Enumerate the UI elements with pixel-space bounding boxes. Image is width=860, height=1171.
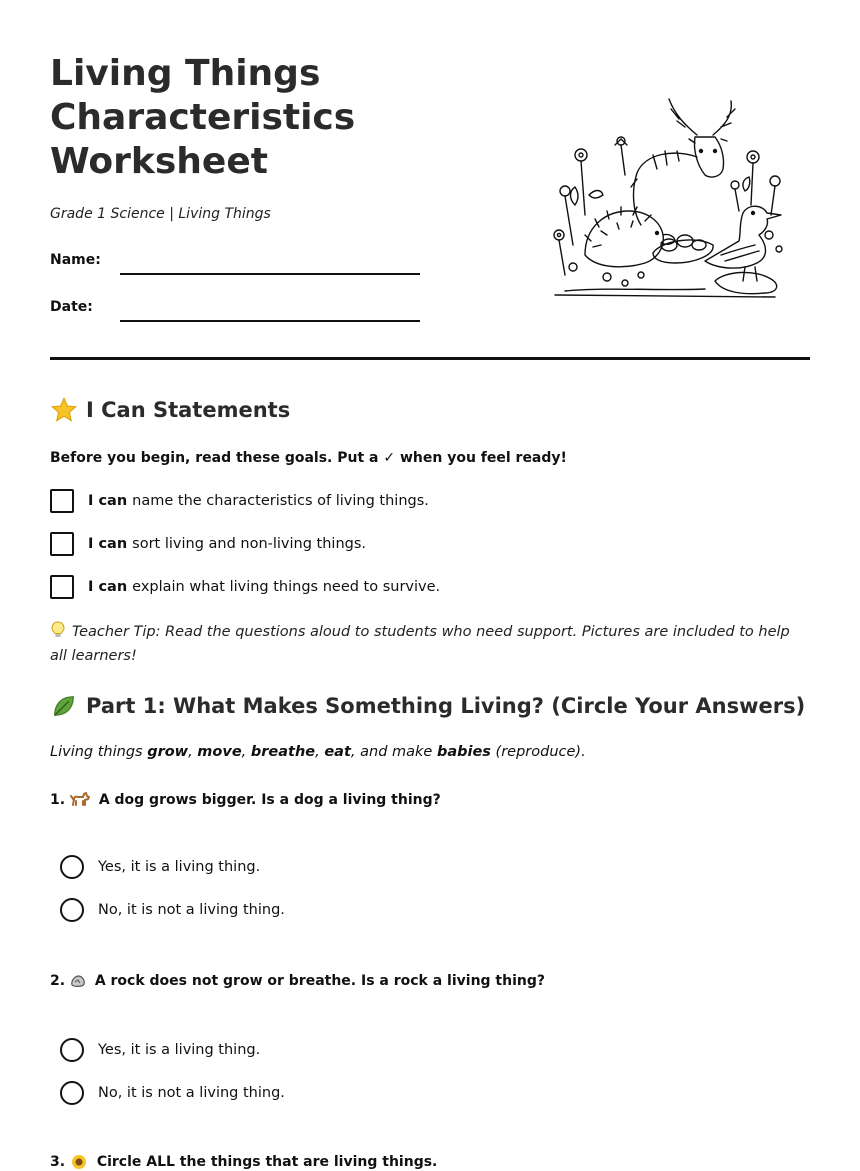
question-3-text: Circle ALL the things that are living things. [96, 1154, 438, 1170]
worksheet-title [50, 52, 490, 184]
intro-word-move: move [197, 744, 242, 760]
question-2-number: 2. [50, 973, 66, 989]
option-label: No, it is not a living thing. [98, 1085, 285, 1101]
intro-word-eat: eat [324, 744, 351, 760]
intro-sep-4: , and make [350, 744, 437, 760]
header-divider [50, 357, 810, 360]
title-line-1: Living Things [50, 53, 321, 94]
intro-sep-2: , [241, 744, 251, 760]
i-can-checkbox-3[interactable] [50, 575, 74, 599]
title-line-3: Worksheet [50, 141, 268, 182]
teacher-tip-text: Teacher Tip: Read the questions aloud to students who need support. Pictures are included to help all learners! [50, 624, 790, 664]
title-line-2: Characteristics [50, 97, 356, 138]
intro-word-grow: grow [147, 744, 189, 760]
question-2-option-yes[interactable] [60, 1038, 260, 1062]
i-can-item-1 [50, 489, 429, 513]
radio-circle[interactable] [60, 855, 84, 879]
intro-sep-3: , [315, 744, 325, 760]
intro-sep-1: , [188, 744, 198, 760]
part1-heading-text: Part 1: What Makes Something Living? (Circle Your Answers) [86, 694, 806, 718]
star-icon [50, 396, 78, 424]
part1-intro [50, 744, 586, 760]
i-can-instructions: Before you begin, read these goals. Put a ✓ when you feel ready! [50, 450, 567, 466]
date-label: Date: [50, 299, 93, 315]
name-field[interactable] [120, 273, 420, 275]
question-1-number: 1. [50, 792, 66, 808]
option-label: No, it is not a living thing. [98, 902, 285, 918]
i-can-lead-1: I can [88, 493, 128, 509]
i-can-text-2: sort living and non-living things. [132, 536, 367, 552]
radio-circle[interactable] [60, 1081, 84, 1105]
dog-icon [70, 791, 90, 809]
i-can-item-3 [50, 575, 440, 599]
i-can-item-2 [50, 532, 366, 556]
question-2-text: A rock does not grow or breathe. Is a rock a living thing? [94, 973, 545, 989]
rock-icon [70, 973, 86, 989]
option-label: Yes, it is a living thing. [98, 859, 261, 875]
part1-heading [50, 692, 805, 720]
i-can-text-1: name the characteristics of living things. [132, 493, 429, 509]
question-1-option-yes[interactable] [60, 855, 260, 879]
i-can-lead-2: I can [88, 536, 128, 552]
radio-circle[interactable] [60, 898, 84, 922]
sunflower-icon [70, 1153, 88, 1171]
i-can-heading-text: I Can Statements [86, 398, 291, 422]
i-can-text-3: explain what living things need to survive. [132, 579, 441, 595]
date-field[interactable] [120, 320, 420, 322]
i-can-heading [50, 396, 290, 424]
question-1-text: A dog grows bigger. Is a dog a living thing? [98, 792, 441, 808]
radio-circle[interactable] [60, 1038, 84, 1062]
question-3-number: 3. [50, 1154, 66, 1170]
i-can-checkbox-1[interactable] [50, 489, 74, 513]
question-2-option-no[interactable] [60, 1081, 285, 1105]
question-1-option-no[interactable] [60, 898, 285, 922]
intro-prefix: Living things [50, 744, 148, 760]
intro-suffix: (reproduce). [490, 744, 586, 760]
intro-word-breathe: breathe [250, 744, 316, 760]
question-1 [50, 791, 441, 809]
worksheet-subtitle: Grade 1 Science | Living Things [50, 206, 271, 222]
i-can-checkbox-2[interactable] [50, 532, 74, 556]
animals-line-art-illustration-icon [545, 95, 785, 305]
intro-word-babies: babies [436, 744, 491, 760]
i-can-lead-3: I can [88, 579, 128, 595]
option-label: Yes, it is a living thing. [98, 1042, 261, 1058]
lightbulb-icon [50, 621, 66, 639]
name-label: Name: [50, 252, 101, 268]
question-3 [50, 1153, 437, 1171]
leaf-icon [50, 692, 78, 720]
question-2 [50, 973, 545, 989]
teacher-tip [50, 620, 800, 668]
